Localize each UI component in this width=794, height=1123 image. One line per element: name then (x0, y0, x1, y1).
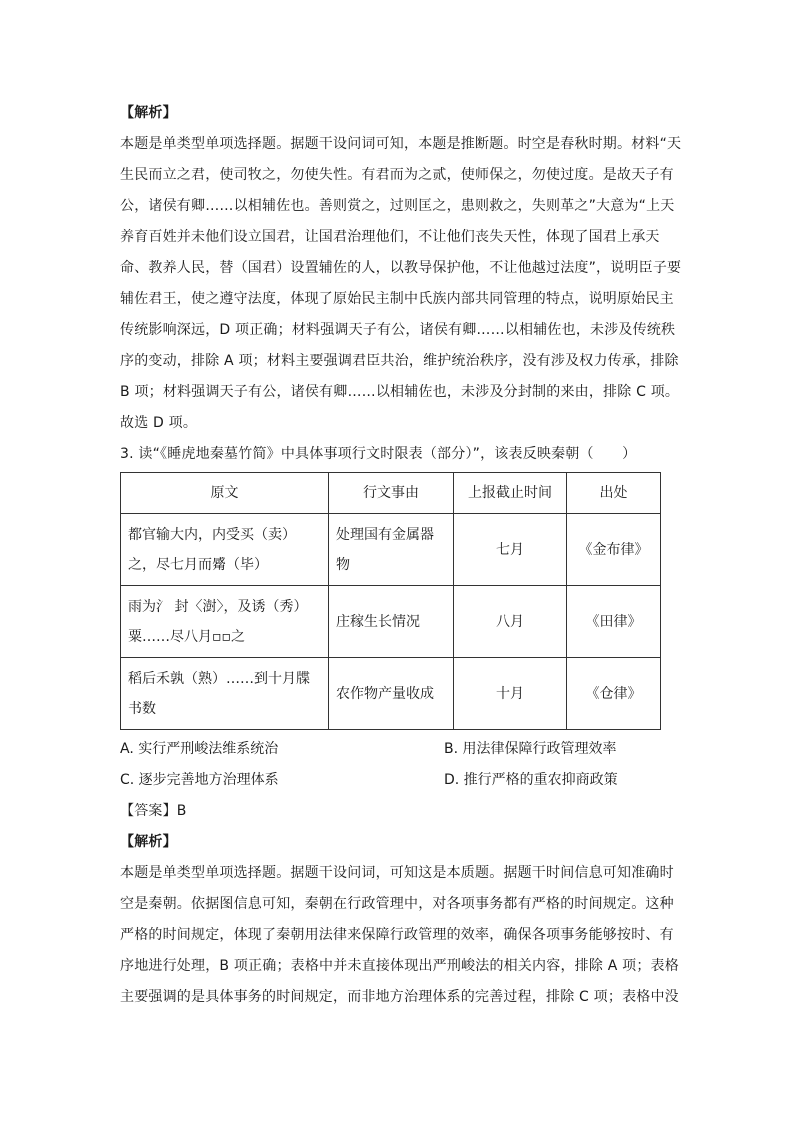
analysis-line: 本题是单类型单项选择题。据题干设问词可知，本题是推断题。时空是春秋时期。材料“天 (120, 136, 682, 152)
table-row (121, 658, 661, 730)
analysis-line: B 项；材料强调天子有公，诸侯有卿……以相辅佐也，未涉及分封制的来由，排除 C 项。 (120, 384, 680, 400)
option-c[interactable]: C. 逐步完善地方治理体系 (120, 772, 279, 788)
answer-line: 【答案】B (120, 803, 187, 819)
analysis-line: 空是秦朝。依据图信息可知，秦朝在行政管理中，对各项事务都有严格的时间规定。这种 (120, 896, 674, 912)
analysis-line: 命、教养人民，替（国君）设置辅佐的人，以教导保护他，不让他越过法度”，说明臣子要 (120, 260, 682, 276)
table-cell: 处理国有金属器物 (329, 514, 454, 586)
table-cell: 《仓律》 (567, 658, 661, 730)
analysis-heading: 【解析】 (120, 834, 177, 850)
table-cell: 稻后禾孰（熟）……到十月牒书数 (121, 658, 329, 730)
analysis-line: 本题是单类型单项选择题。据题干设问词，可知这是本质题。据题干时间信息可知准确时 (120, 865, 674, 881)
option-b[interactable]: B. 用法律保障行政管理效率 (444, 741, 617, 757)
table-cell: 《田律》 (567, 586, 661, 658)
option-d[interactable]: D. 推行严格的重农抑商政策 (444, 772, 618, 788)
analysis-line: 序地进行处理，B 项正确；表格中并未直接体现出严刑峻法的相关内容，排除 A 项；表格 (120, 958, 679, 974)
table-cell: 都官输大内，内受买（卖）之，尽七月而觱（毕） (121, 514, 329, 586)
table-row (121, 514, 661, 586)
analysis-line: 公，诸侯有卿……以相辅佐也。善则赏之，过则匡之，患则救之，失则革之”大意为“上天 (120, 198, 675, 214)
analysis-line: 生民而立之君，使司牧之，勿使失性。有君而为之贰，使师保之，勿使过度。是故天子有 (120, 167, 674, 183)
analysis-line: 主要强调的是具体事务的时间规定，而非地方治理体系的完善过程，排除 C 项；表格中没 (120, 989, 679, 1005)
option-a[interactable]: A. 实行严刑峻法维系统治 (120, 741, 279, 757)
table-header-cell: 上报截止时间 (454, 473, 567, 514)
analysis-line: 辅佐君王，使之遵守法度，体现了原始民主制中氏族内部共同管理的特点，说明原始民主 (120, 291, 674, 307)
table-cell: 雨为氵 封〈澍〉，及诱（秀）粟……尽八月▫▫之 (121, 586, 329, 658)
table-row (121, 586, 661, 658)
analysis-line: 严格的时间规定，体现了秦朝用法律来保障行政管理的效率，确保各项事务能够按时、有 (120, 927, 674, 943)
analysis-heading: 【解析】 (120, 105, 177, 121)
table-cell: 十月 (454, 658, 567, 730)
table-header-cell: 原文 (121, 473, 329, 514)
table-header-cell: 行文事由 (329, 473, 454, 514)
table-cell: 《金布律》 (567, 514, 661, 586)
table-cell: 八月 (454, 586, 567, 658)
table-cell: 农作物产量收成 (329, 658, 454, 730)
table-header-cell: 出处 (567, 473, 661, 514)
analysis-line: 故选 D 项。 (120, 415, 198, 431)
analysis-line: 序的变动，排除 A 项；材料主要强调君臣共治，维护统治秩序，没有涉及权力传承，排除 (120, 353, 679, 369)
table-cell: 七月 (454, 514, 567, 586)
analysis-line: 传统影响深远，D 项正确；材料强调天子有公，诸侯有卿……以相辅佐也，未涉及传统秩 (120, 322, 676, 338)
table-cell: 庄稼生长情况 (329, 586, 454, 658)
analysis-line: 养育百姓并未他们设立国君，让国君治理他们，不让他们丧失天性，体现了国君上承天 (120, 229, 660, 245)
time-limit-table (120, 472, 661, 730)
table-header-row (121, 473, 661, 514)
question-stem: 3. 读“《睡虎地秦墓竹简》中具体事项行文时限表（部分）”，该表反映秦朝（ ） (120, 446, 637, 462)
